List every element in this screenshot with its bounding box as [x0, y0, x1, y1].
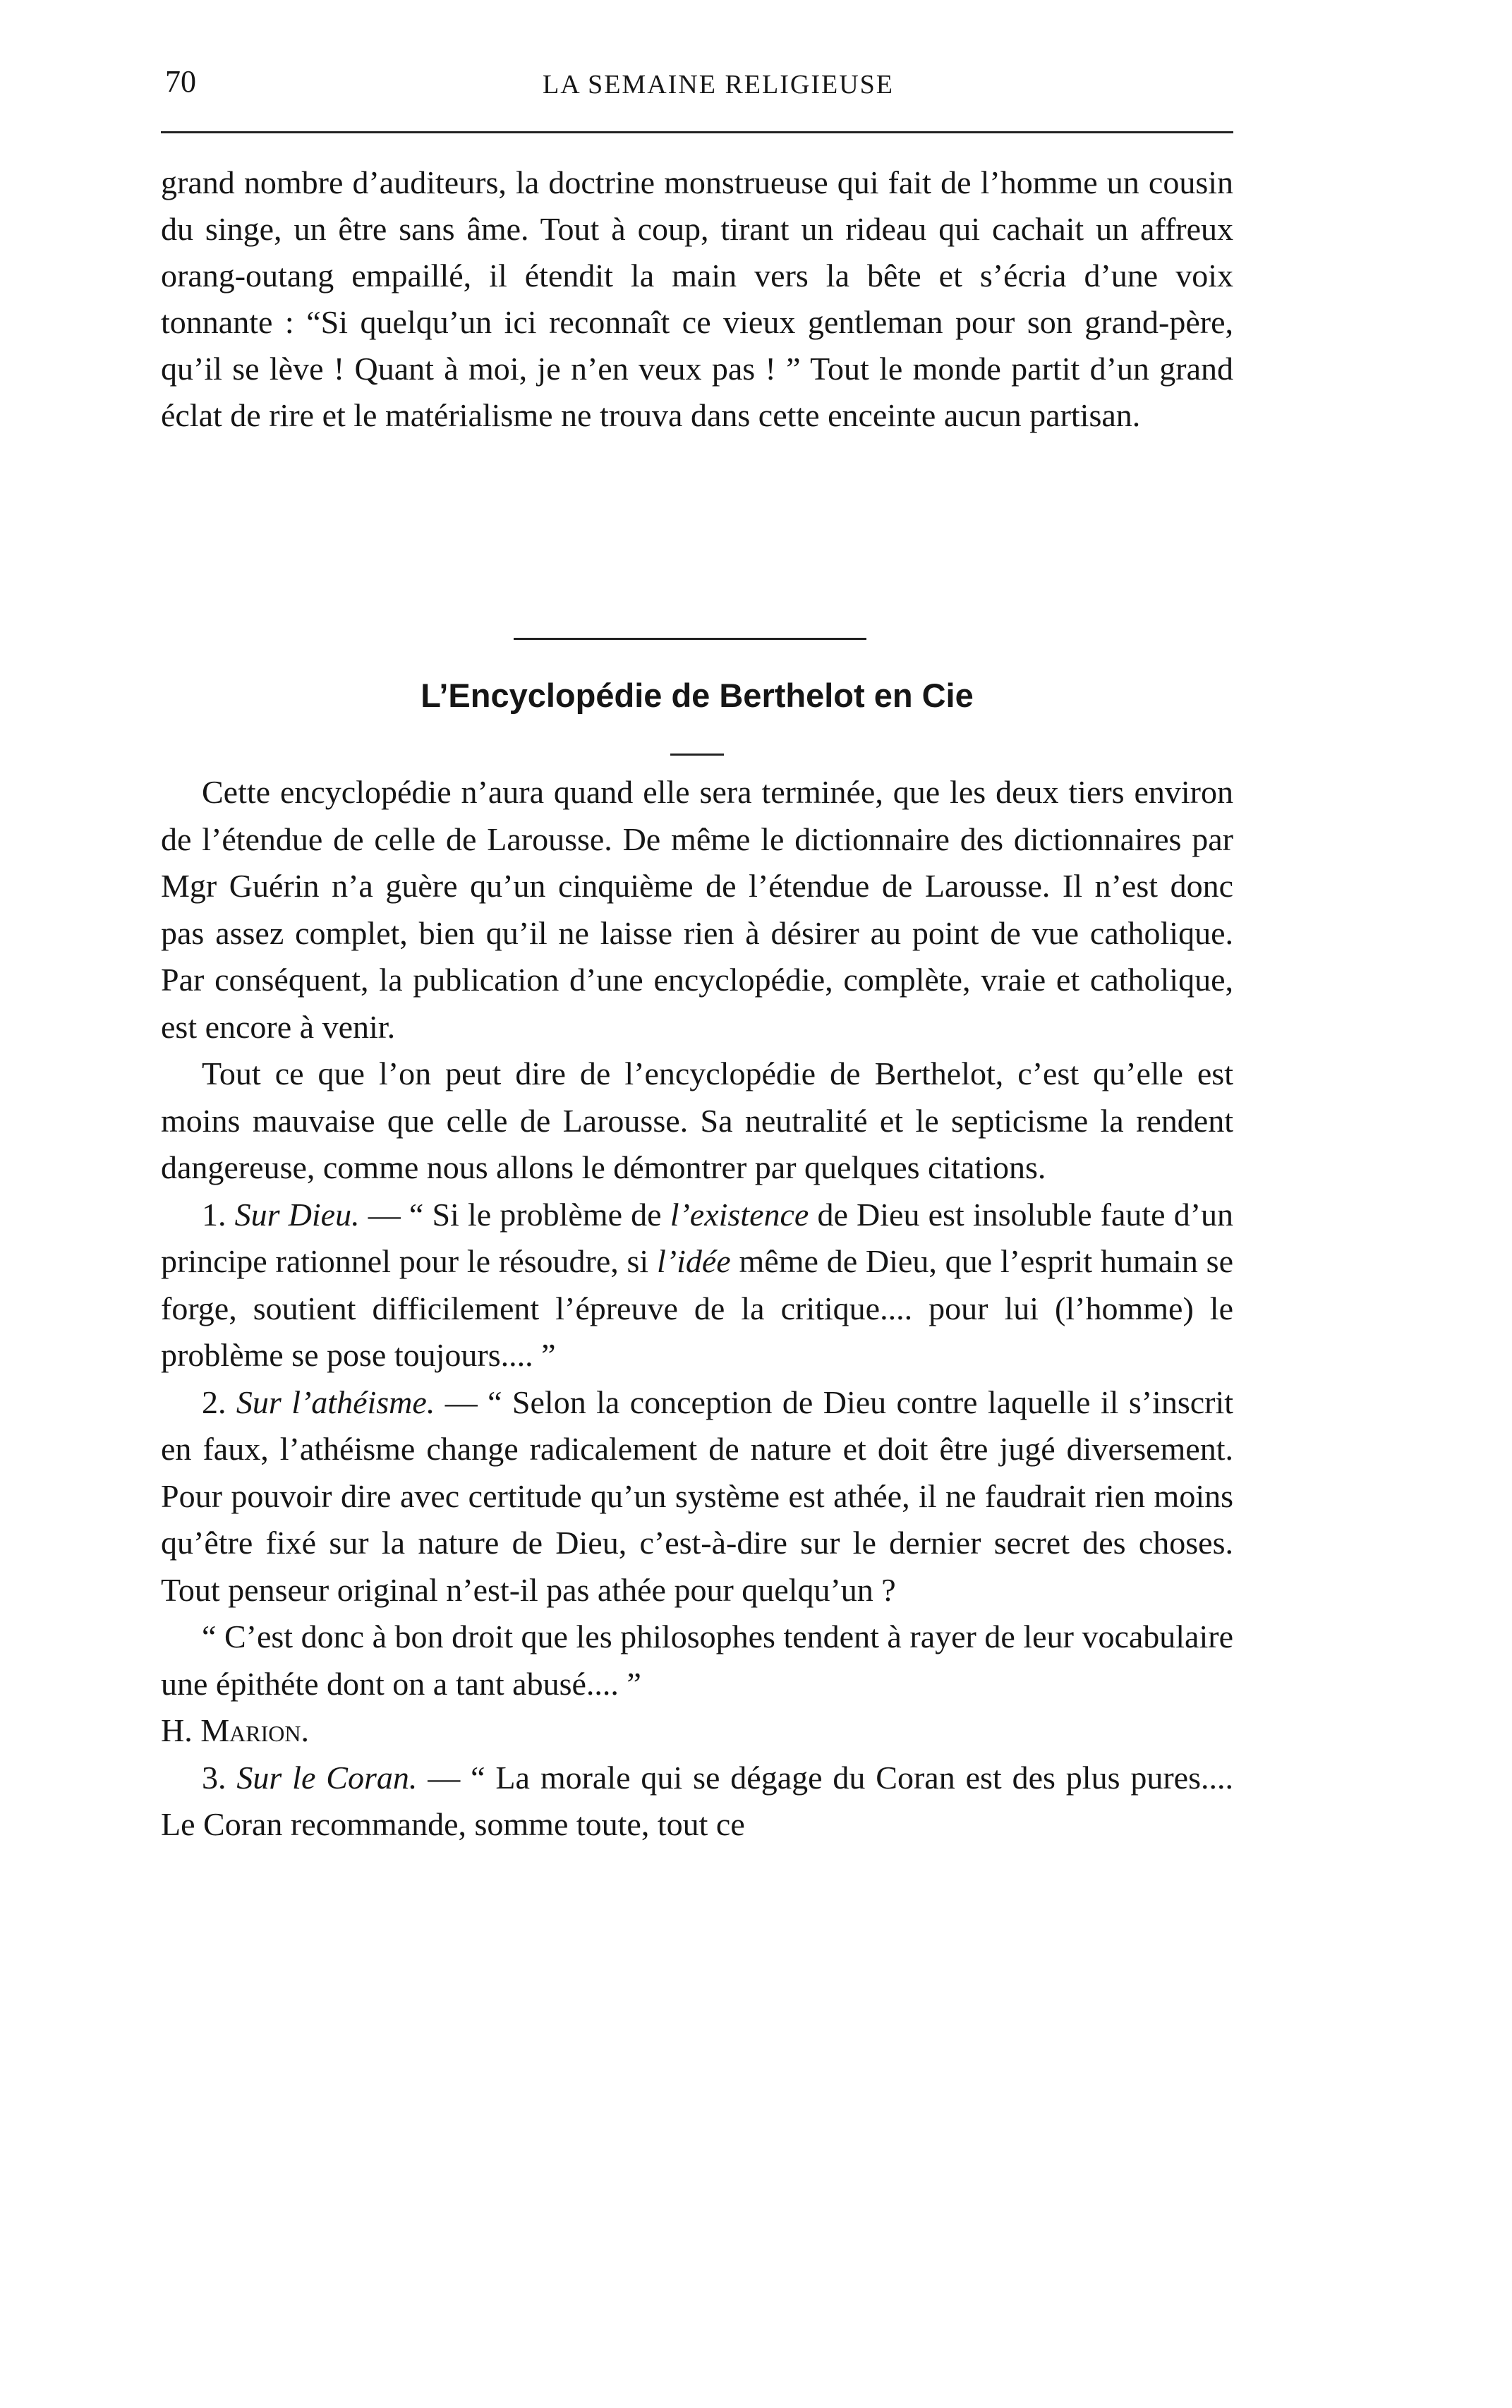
quote-signature: H. Marion. — [161, 1712, 309, 1748]
quote-continuation: “ C’est donc à bon droit que les philosophes tendent à rayer de leur vocabulaire une épithéte dont on a tant abusé.... ” — [161, 1619, 1233, 1702]
section-separator-rule — [514, 638, 866, 640]
book-page — [161, 56, 1234, 1842]
citation-text: — “ Si le problème de — [359, 1196, 670, 1233]
citation-emphasis: l’existence — [670, 1196, 809, 1233]
citation-text: de Dieu est insoluble faute d’un principe rationnel pour le résoudre, si — [161, 1196, 1234, 1279]
citation-title: Sur Dieu. — [234, 1196, 360, 1233]
paragraph-berthelot-neutrality: Tout ce que l’on peut dire de l’encyclopédie de Berthelot, c’est qu’elle est moins mauvaise que celle de Larousse. Sa neutralité et le septicisme la rendent dangereuse, comme nous allons le démontrer par quelques citations. — [161, 1055, 1233, 1185]
article-body — [161, 769, 1233, 1849]
citation-text: — “ Selon la conception de Dieu contre laquelle il s’inscrit en faux, l’athéisme change radicalement de nature et doit être jugé diversement. Pour pouvoir dire avec certitude qu’un système est athée, il ne faudrait rien moins qu’être fixé sur la nature de Dieu, c’est-à-dire sur le dernier secret des choses. Tout penseur original n’est-il pas athée pour quelqu’un ? — [161, 1384, 1234, 1608]
intro-paragraph: grand nombre d’auditeurs, la doctrine monstrueuse qui fait de l’homme un cousin du singe, un être sans âme. Tout à coup, tirant un rideau qui cachait un affreux orang-outang empaillé, il étendit la main vers la bête et s’écria d’une voix tonnante : “Si quelqu’un ici reconnaît ce vieux gentleman pour son grand-père, qu’il se lève ! Quant à moi, je n’en veux pas ! ” Tout le monde partit d’un grand éclat de rire et le matérialisme ne trouva dans cette enceinte aucun partisan. — [161, 164, 1233, 433]
journal-title: LA SEMAINE RELIGIEUSE — [543, 70, 894, 99]
heading-dash — [670, 754, 724, 756]
citation-text: même de Dieu, que l’esprit humain se forge, soutient difficilement l’épreuve de la critique.... pour lui (l’homme) le problème se pose toujours.... ” — [161, 1243, 1233, 1373]
citation-title: Sur l’athéisme. — [236, 1384, 435, 1420]
header-rule — [161, 131, 1233, 133]
page-number: 70 — [165, 64, 196, 99]
running-head — [161, 56, 1233, 106]
citation-sur-dieu — [161, 1192, 1233, 1379]
citation-sur-coran — [161, 1755, 1233, 1849]
citation-sur-atheisme — [161, 1379, 1233, 1614]
citation-number: 1. — [202, 1196, 226, 1233]
citation-number: 2. — [202, 1384, 226, 1420]
citation-text: — “ La morale qui se dégage du Coran est des plus pures.... Le Coran recommande, somme toute, tout ce — [161, 1759, 1233, 1842]
paragraph-encyclopedie-size: Cette encyclopédie n’aura quand elle sera terminée, que les deux tiers environ de l’étendue de celle de Larousse. De même le dictionnaire des dictionnaires par Mgr Guérin n’a guère qu’un cinquième de l’étendue de Larousse. Il n’est donc pas assez complet, bien qu’il ne laisse rien à désirer au point de vue catholique. Par conséquent, la publication d’une encyclopédie, complète, vraie et catholique, est encore à venir. — [161, 774, 1233, 1045]
citation-emphasis: l’idée — [657, 1243, 731, 1279]
intro-paragraph-block — [161, 159, 1233, 439]
citation-number: 3. — [202, 1759, 226, 1796]
citation-title: Sur le Coran. — [236, 1759, 418, 1796]
section-heading: L’Encyclopédie de Berthelot en Cie — [421, 677, 974, 714]
